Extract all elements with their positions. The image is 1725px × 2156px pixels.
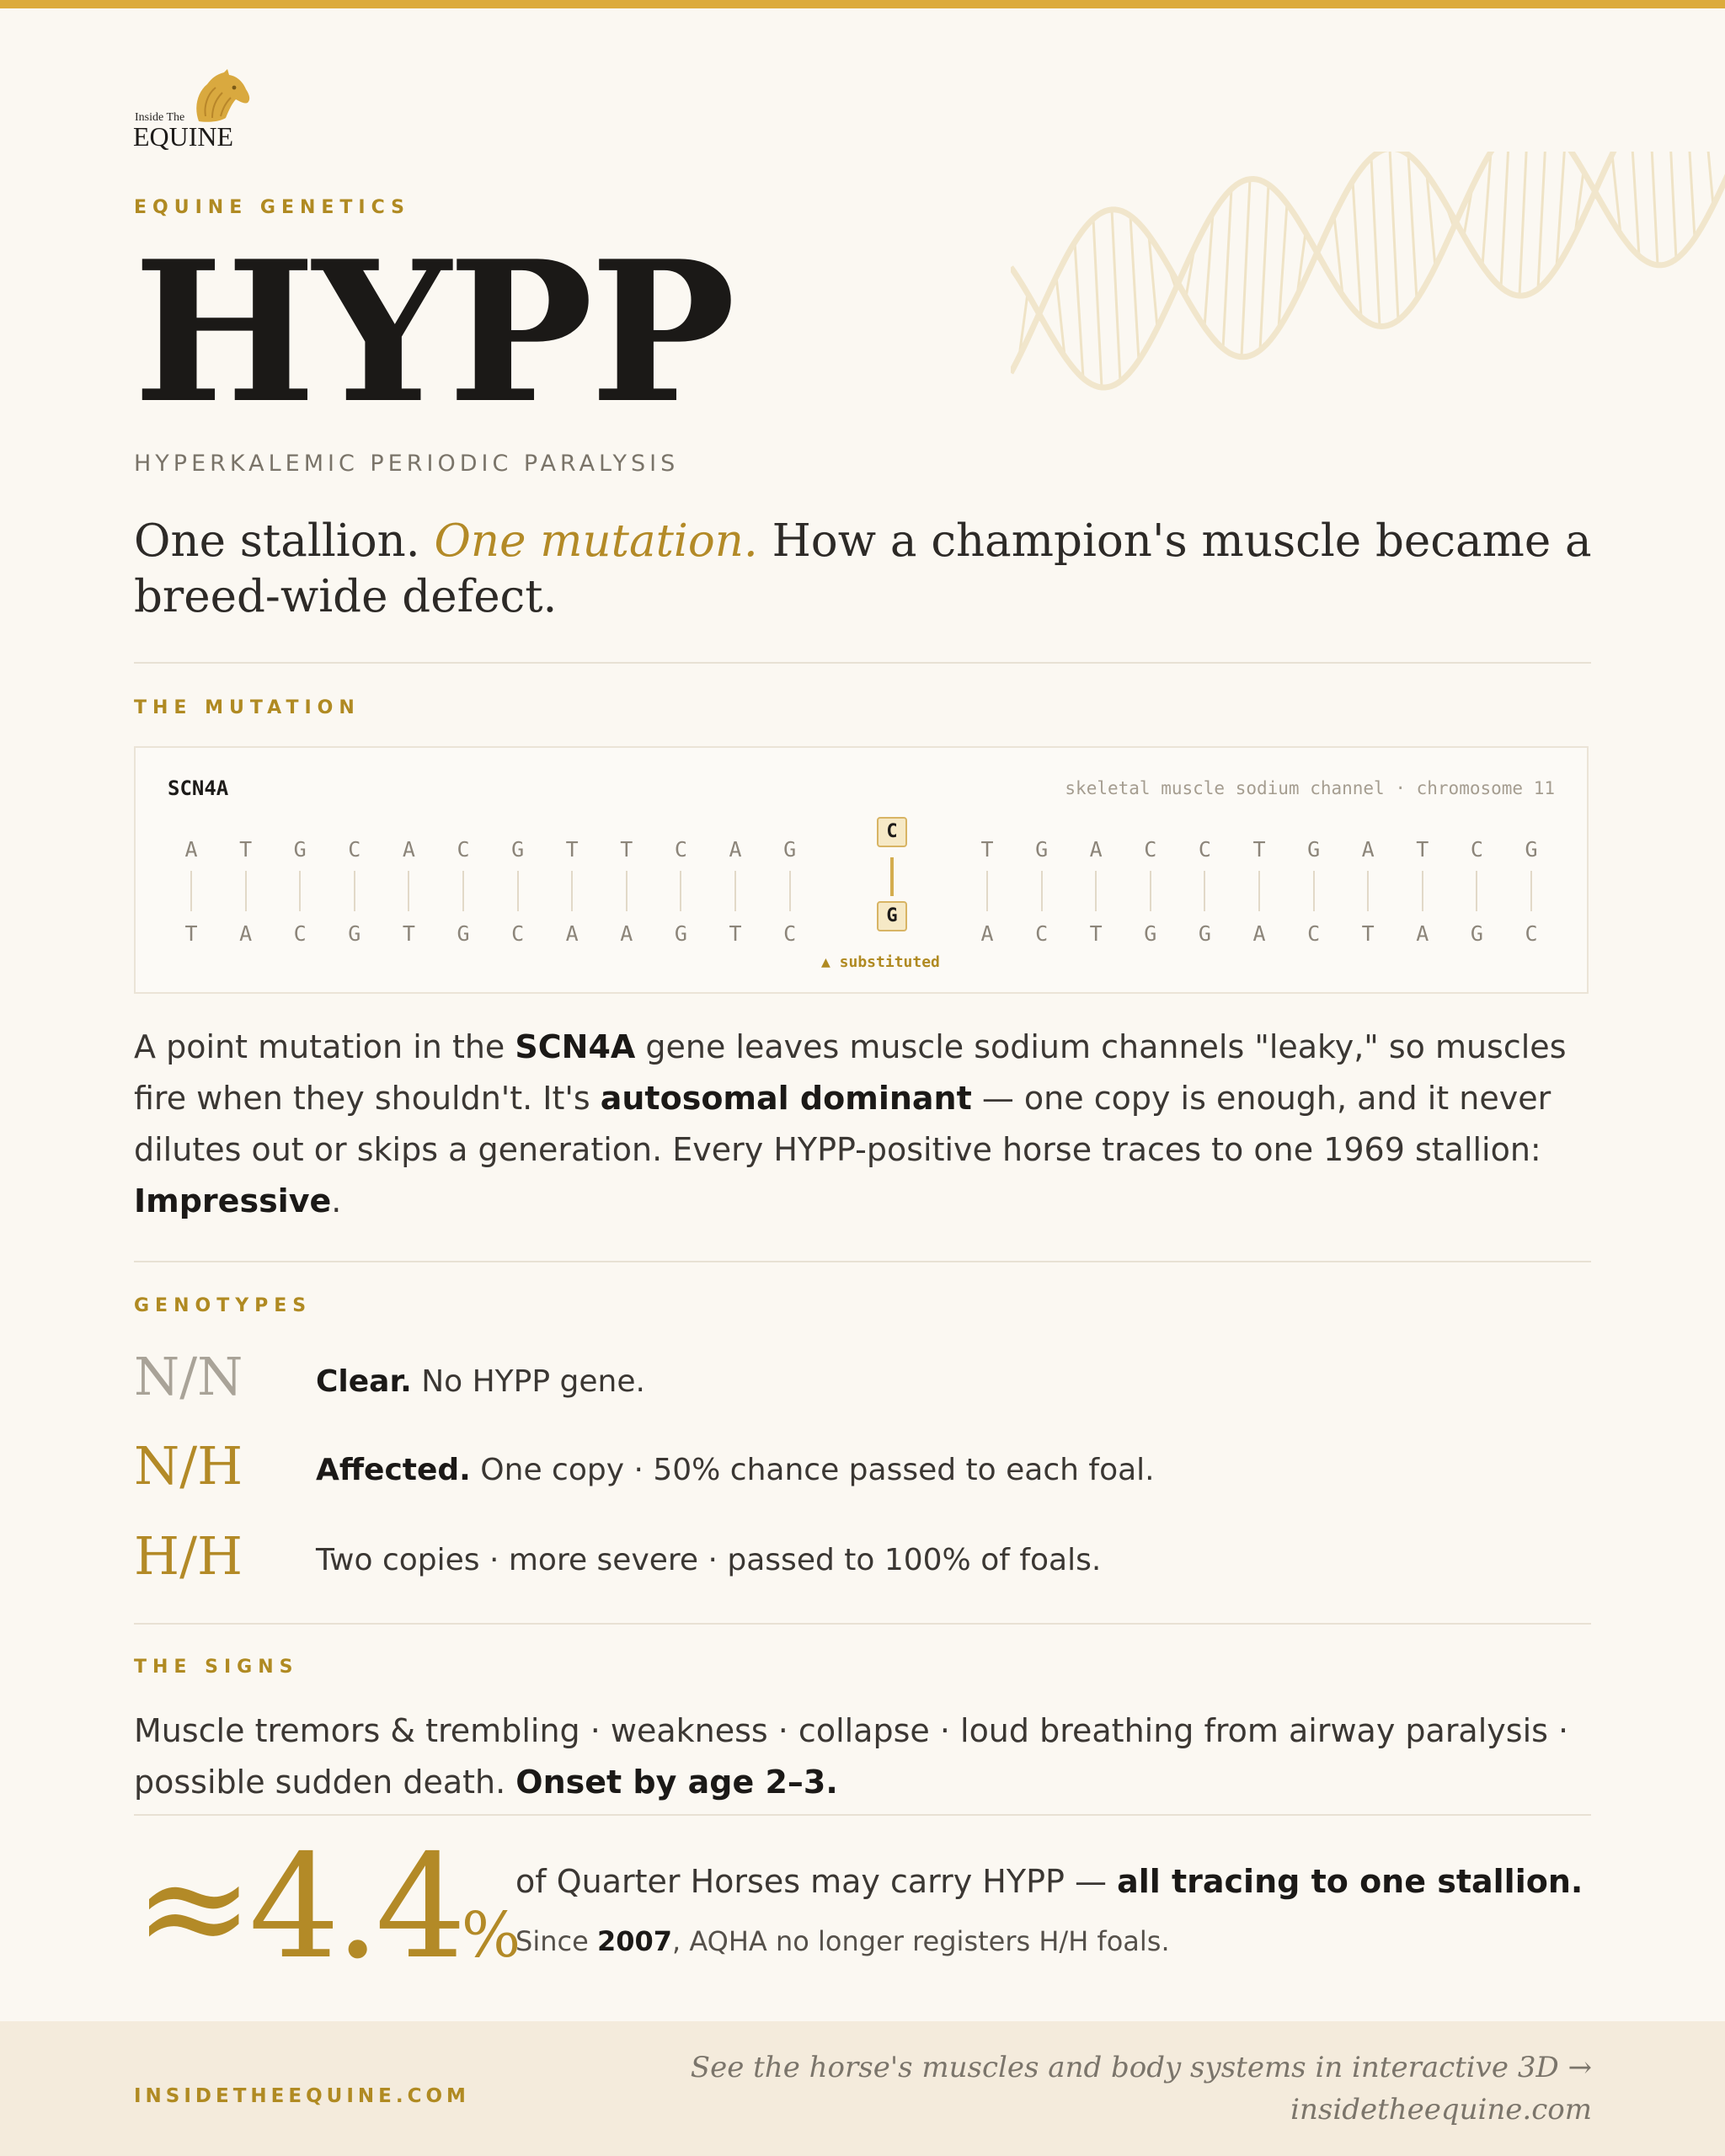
gene-name: SCN4A bbox=[168, 776, 229, 800]
base-bottom: G bbox=[674, 921, 687, 946]
page-title: HYPP bbox=[133, 219, 733, 446]
desc-stallion-bold: Impressive bbox=[134, 1182, 332, 1219]
divider bbox=[134, 1623, 1591, 1625]
stat-text: , AQHA no longer registers H/H foals. bbox=[672, 1925, 1170, 1957]
base-top: C bbox=[1144, 837, 1157, 862]
mutated-base-bottom: G bbox=[877, 901, 907, 931]
base-top: G bbox=[783, 837, 797, 862]
mutated-base-top: C bbox=[877, 817, 907, 847]
logo-text-main: EQUINE bbox=[133, 121, 234, 152]
base-bottom: G bbox=[1144, 921, 1157, 946]
genotype-text: No HYPP gene. bbox=[411, 1364, 645, 1399]
base-top: C bbox=[348, 837, 361, 862]
horse-head-icon bbox=[187, 69, 253, 125]
base-bottom: C bbox=[511, 921, 525, 946]
divider bbox=[134, 662, 1591, 664]
base-pair-bond bbox=[190, 871, 192, 911]
base-pair-bond bbox=[734, 871, 736, 911]
base-pair-bond bbox=[1367, 871, 1369, 911]
base-top: G bbox=[1307, 837, 1321, 862]
base-bottom: G bbox=[348, 921, 361, 946]
stat-line-2 bbox=[515, 1925, 1170, 1957]
base-bottom: G bbox=[1198, 921, 1211, 946]
mutation-heading: THE MUTATION bbox=[134, 697, 360, 718]
base-pair-bond bbox=[517, 871, 519, 911]
base-bottom: T bbox=[1089, 921, 1103, 946]
gene-sequence-panel bbox=[134, 746, 1589, 994]
base-pair-bond bbox=[245, 871, 247, 911]
footer-cta-line-1: See the horse's muscles and body systems in interactive 3D → bbox=[690, 2051, 1592, 2084]
genotype-label: Clear. bbox=[316, 1364, 412, 1399]
base-top: T bbox=[1416, 837, 1429, 862]
genotype-text: One copy · 50% chance passed to each foal. bbox=[470, 1453, 1155, 1487]
base-top: A bbox=[184, 837, 198, 862]
base-bottom: C bbox=[1525, 921, 1538, 946]
base-top: G bbox=[293, 837, 307, 862]
base-pair-bond bbox=[1313, 871, 1315, 911]
base-top: T bbox=[565, 837, 579, 862]
base-top: C bbox=[457, 837, 470, 862]
tagline-emphasis: One mutation. bbox=[434, 515, 758, 567]
genotype-desc-nn bbox=[316, 1364, 645, 1399]
divider bbox=[134, 1261, 1591, 1262]
base-top: C bbox=[1198, 837, 1211, 862]
base-pair-bond bbox=[1150, 871, 1151, 911]
signs-heading: THE SIGNS bbox=[134, 1657, 299, 1678]
base-pair-bond bbox=[1422, 871, 1423, 911]
base-bottom: G bbox=[457, 921, 470, 946]
tagline bbox=[134, 514, 1599, 625]
base-bottom: A bbox=[980, 921, 994, 946]
mutated-bond bbox=[890, 857, 894, 896]
stat-unit: % bbox=[461, 1899, 521, 1972]
base-top: A bbox=[402, 837, 415, 862]
base-pair-bond bbox=[1476, 871, 1477, 911]
gene-description: skeletal muscle sodium channel · chromosome 11 bbox=[1065, 778, 1555, 798]
base-top: T bbox=[620, 837, 633, 862]
desc-text-1: A point mutation in the bbox=[134, 1028, 515, 1065]
base-bottom: C bbox=[293, 921, 307, 946]
substituted-label: ▲ substituted bbox=[821, 953, 940, 971]
base-top: C bbox=[1470, 837, 1483, 862]
base-top: C bbox=[674, 837, 687, 862]
section-kicker: EQUINE GENETICS bbox=[134, 197, 410, 218]
base-pair-bond bbox=[986, 871, 988, 911]
base-pair-bond bbox=[1095, 871, 1097, 911]
footer-site-link[interactable]: INSIDETHEEQUINE.COM bbox=[134, 2085, 470, 2107]
desc-gene-bold: SCN4A bbox=[515, 1028, 636, 1065]
stat-number: ≈4.4 bbox=[134, 1824, 462, 1991]
signs-list: Muscle tremors & trembling · weakness · collapse · loud breathing from airway paralysis · possible sudden death. bbox=[134, 1712, 1569, 1801]
base-top: A bbox=[1361, 837, 1375, 862]
desc-text-2: gene leaves muscle sodium channels "leaky," so muscles fire when they shouldn't. It's bbox=[134, 1028, 1567, 1117]
base-bottom: A bbox=[239, 921, 253, 946]
genotype-desc-hh bbox=[316, 1543, 1101, 1577]
base-pair-bond bbox=[1041, 871, 1043, 911]
genotype-code-nn: N/N bbox=[134, 1346, 243, 1407]
base-pair-bond bbox=[462, 871, 464, 911]
desc-text-4: . bbox=[331, 1182, 342, 1219]
base-bottom: T bbox=[184, 921, 198, 946]
brand-logo[interactable] bbox=[133, 69, 268, 153]
genotype-label: Affected. bbox=[316, 1453, 471, 1487]
stat-line-1 bbox=[515, 1863, 1583, 1900]
base-pair-bond bbox=[626, 871, 628, 911]
base-top: A bbox=[729, 837, 742, 862]
signs-text bbox=[134, 1705, 1599, 1808]
base-pair-bond bbox=[571, 871, 573, 911]
footer bbox=[0, 2021, 1725, 2156]
base-bottom: A bbox=[1416, 921, 1429, 946]
stat-text: of Quarter Horses may carry HYPP — bbox=[515, 1863, 1118, 1900]
base-pair-bond bbox=[1204, 871, 1205, 911]
logo-text-small: Inside The bbox=[135, 111, 185, 124]
tagline-end: How a champion's muscle became a breed-wide defect. bbox=[134, 515, 1592, 622]
base-bottom: C bbox=[783, 921, 797, 946]
base-top: G bbox=[1035, 837, 1049, 862]
base-bottom: A bbox=[565, 921, 579, 946]
base-bottom: C bbox=[1035, 921, 1049, 946]
genotypes-heading: GENOTYPES bbox=[134, 1295, 312, 1316]
dna-helix-decoration bbox=[1011, 152, 1725, 505]
top-accent-bar bbox=[0, 0, 1725, 8]
signs-onset: Onset by age 2–3. bbox=[515, 1764, 838, 1801]
base-top: G bbox=[511, 837, 525, 862]
base-bottom: T bbox=[402, 921, 415, 946]
base-bottom: A bbox=[1252, 921, 1266, 946]
base-pair-bond bbox=[354, 871, 355, 911]
base-bottom: T bbox=[1361, 921, 1375, 946]
desc-dominant-bold: autosomal dominant bbox=[600, 1080, 972, 1117]
footer-cta-link[interactable] bbox=[691, 2047, 1592, 2131]
base-bottom: T bbox=[729, 921, 742, 946]
divider bbox=[134, 1814, 1591, 1816]
base-bottom: C bbox=[1307, 921, 1321, 946]
stat-year: 2007 bbox=[596, 1925, 672, 1957]
base-bottom: A bbox=[620, 921, 633, 946]
stat-value bbox=[134, 1824, 521, 2007]
genotype-code-hh: H/H bbox=[134, 1525, 243, 1587]
base-top: A bbox=[1089, 837, 1103, 862]
desc-text-3: — one copy is enough, and it never dilutes out or skips a generation. Every HYPP-positive horse traces to one 1969 stallion: bbox=[134, 1080, 1551, 1168]
genotype-text: Two copies · more severe · passed to 100% of foals. bbox=[316, 1543, 1102, 1577]
base-pair-bond bbox=[680, 871, 681, 911]
base-pair-bond bbox=[408, 871, 409, 911]
base-top: T bbox=[239, 837, 253, 862]
genotype-code-nh: N/H bbox=[134, 1435, 243, 1497]
footer-cta-line-2: insidetheequine.com bbox=[1290, 2093, 1592, 2127]
stat-text: Since bbox=[515, 1925, 597, 1957]
tagline-start: One stallion. bbox=[134, 515, 435, 567]
genotype-desc-nh bbox=[316, 1453, 1155, 1487]
base-pair-bond bbox=[1258, 871, 1260, 911]
base-top: T bbox=[980, 837, 994, 862]
mutation-description bbox=[134, 1022, 1599, 1227]
base-bottom: G bbox=[1470, 921, 1483, 946]
stat-bold: all tracing to one stallion. bbox=[1117, 1863, 1583, 1900]
base-top: T bbox=[1252, 837, 1266, 862]
base-pair-bond bbox=[1530, 871, 1532, 911]
base-top: G bbox=[1525, 837, 1538, 862]
base-pair-bond bbox=[299, 871, 301, 911]
page-subtitle: HYPERKALEMIC PERIODIC PARALYSIS bbox=[134, 451, 680, 477]
base-pair-bond bbox=[789, 871, 791, 911]
